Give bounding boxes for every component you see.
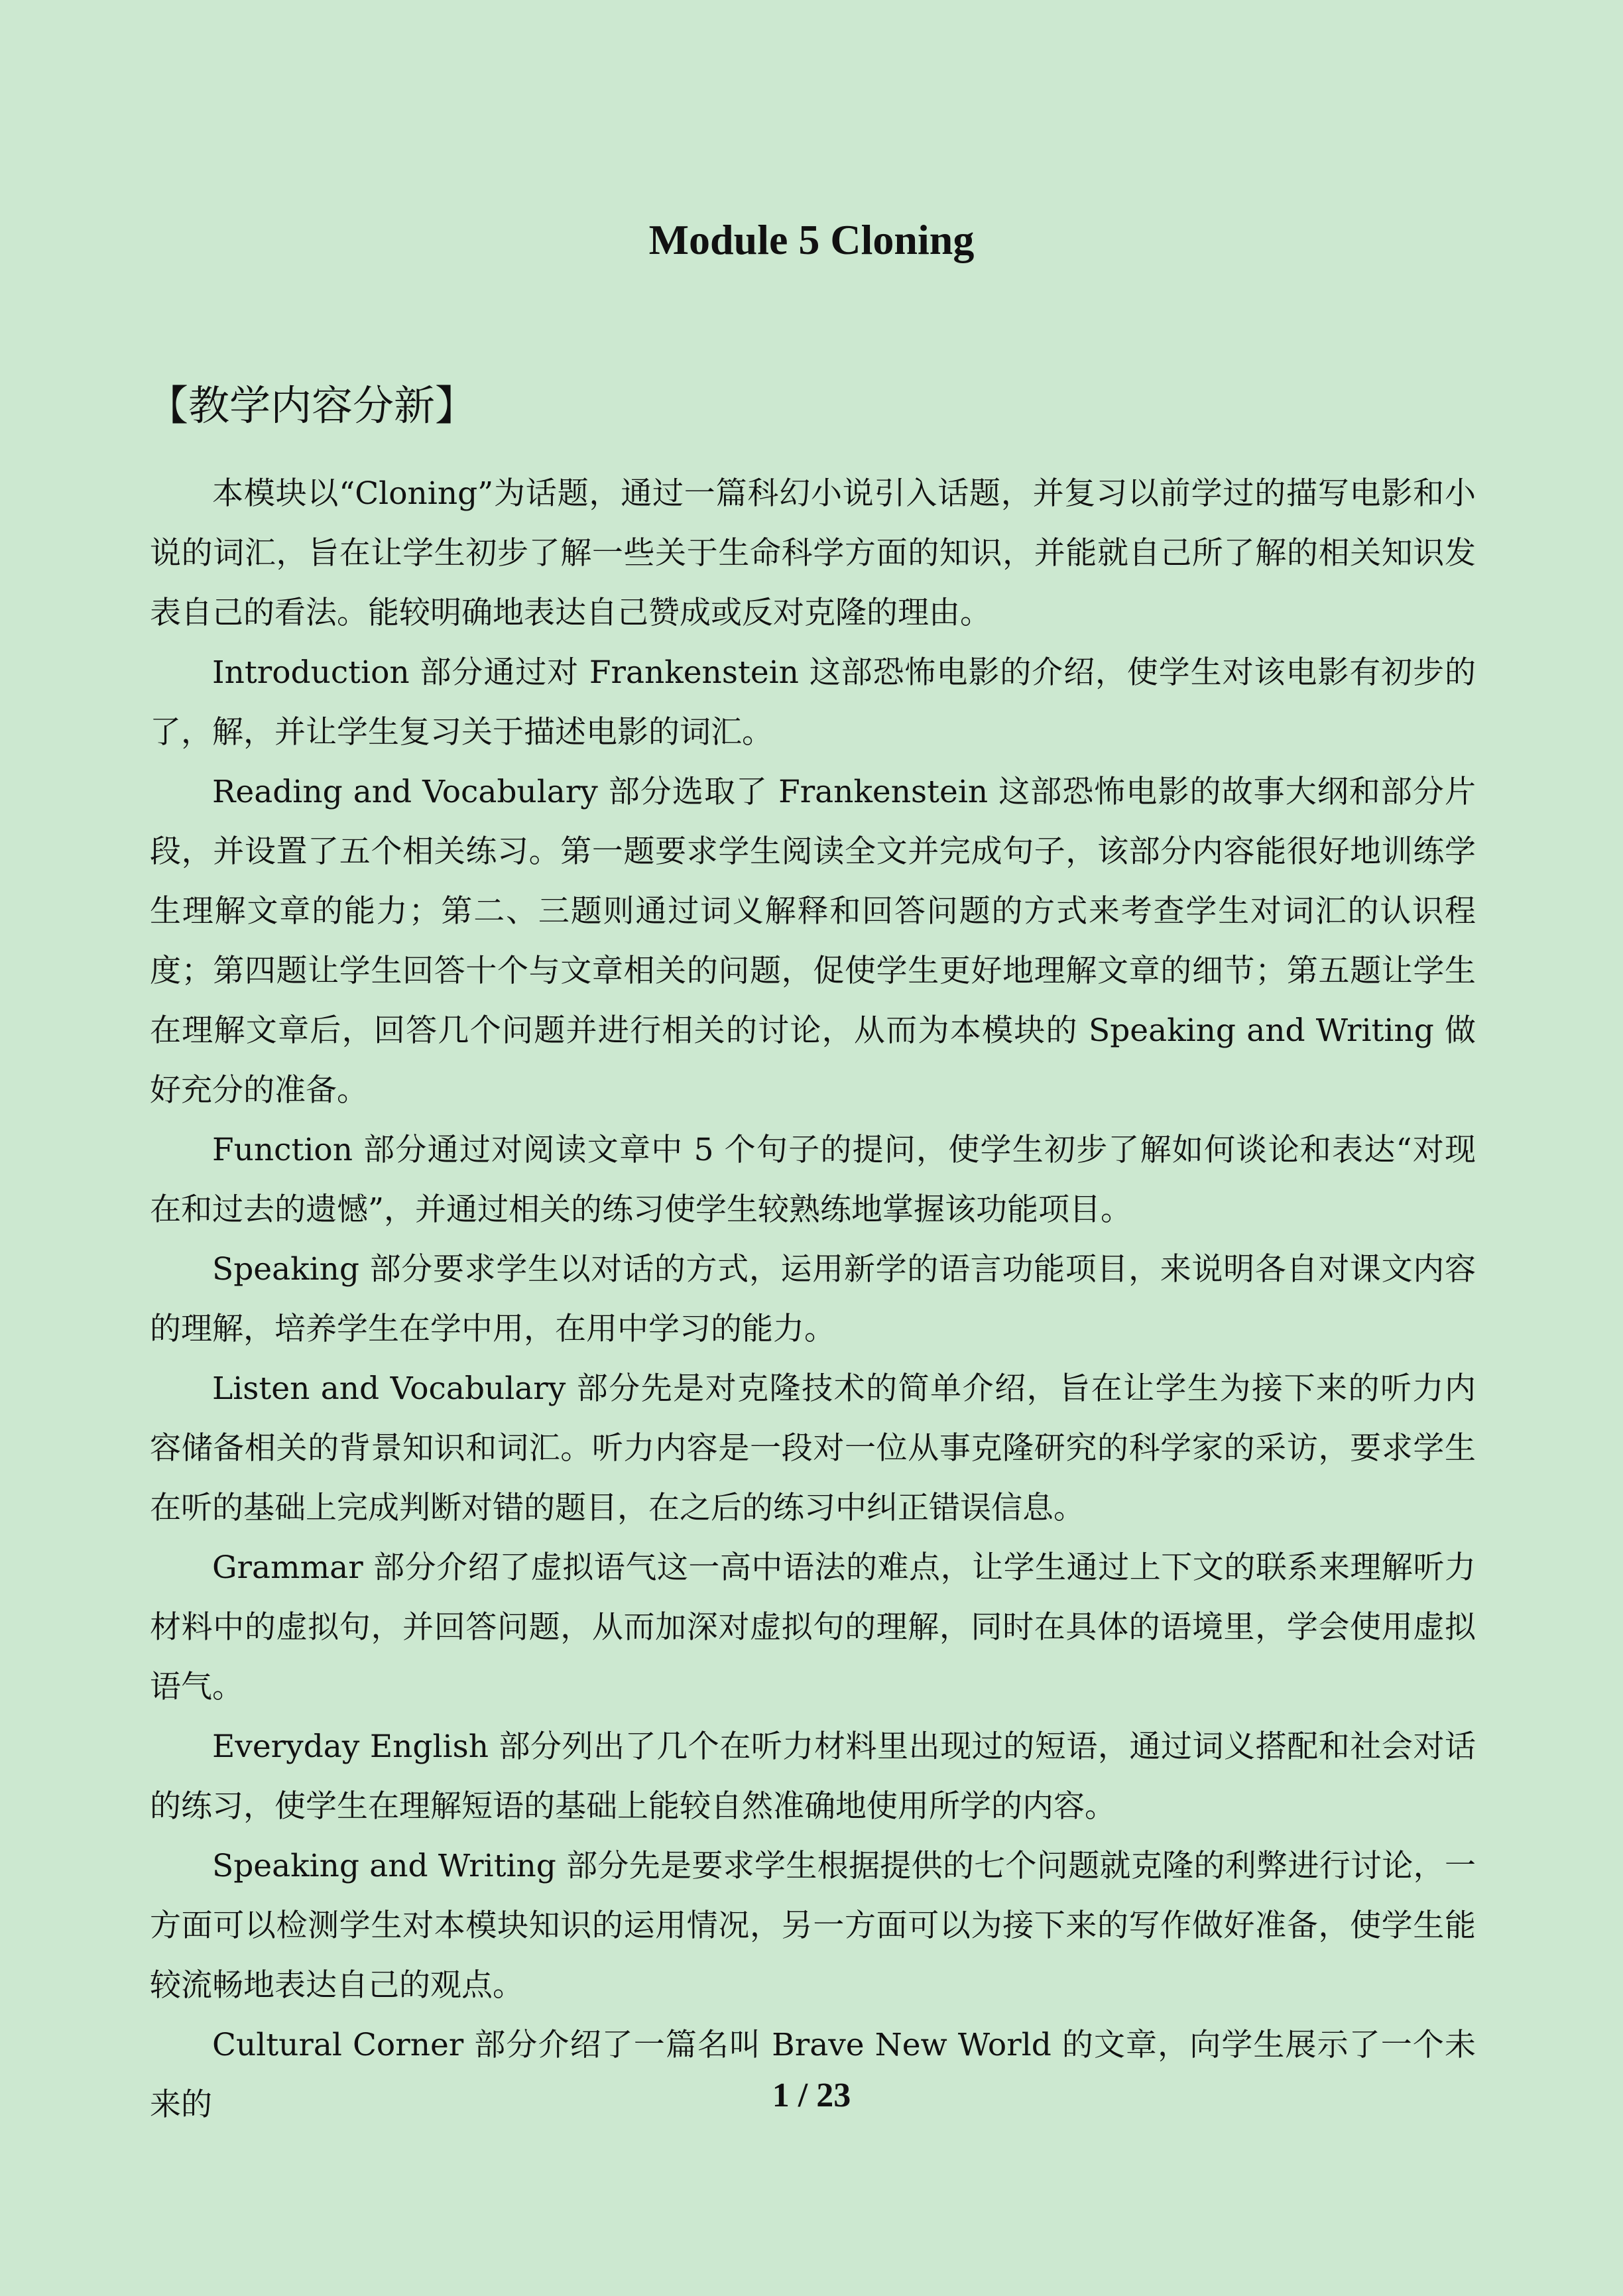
section-heading: 【教学内容分新】 bbox=[147, 381, 477, 430]
document-title: Module 5 Cloning bbox=[648, 216, 975, 263]
paragraph-grammar: Grammar 部分介绍了虚拟语气这一高中语法的难点，让学生通过上下文的联系来理解听力材料中的虚拟句，并回答问题，从而加深对虚拟句的理解，同时在具体的语境里，学会使用虚拟语气。 bbox=[150, 1549, 1476, 1705]
paragraph-cultural-corner: Cultural Corner 部分介绍了一篇名叫 Brave New World 的文章，向学生展示了一个未来的 bbox=[150, 2027, 1476, 2123]
paragraph-intro: 本模块以“Cloning”为话题，通过一篇科幻小说引入话题，并复习以前学过的描写电影和小说的词汇，旨在让学生初步了解一些关于生命科学方面的知识，并能就自己所了解的相关知识发表自己的看法。能较明确地表达自己赞成或反对克隆的理由。 bbox=[150, 475, 1476, 631]
paragraph-speaking: Speaking 部分要求学生以对话的方式，运用新学的语言功能项目，来说明各自对课文内容的理解，培养学生在学中用，在用中学习的能力。 bbox=[150, 1251, 1476, 1347]
paragraph-listening-vocabulary: Listen and Vocabulary 部分先是对克隆技术的简单介绍，旨在让学生为接下来的听力内容储备相关的背景知识和词汇。听力内容是一段对一位从事克隆研究的科学家的采访，要求学生在听的基础上完成判断对错的题目，在之后的练习中纠正错误信息。 bbox=[150, 1370, 1476, 1526]
page-number: 1 / 23 bbox=[772, 2077, 851, 2114]
paragraph-everyday-english: Everyday English 部分列出了几个在听力材料里出现过的短语，通过词义搭配和社会对话的练习，使学生在理解短语的基础上能较自然准确地使用所学的内容。 bbox=[150, 1728, 1476, 1825]
paragraph-reading-vocabulary: Reading and Vocabulary 部分选取了 Frankenstein 这部恐怖电影的故事大纲和部分片段，并设置了五个相关练习。第一题要求学生阅读全文并完成句子，该部分内容能很好地训练学生理解文章的能力；第二、三题则通过词义解释和回答问题的方式来考查学生对词汇的认识程度；第四题让学生回答十个与文章相关的问题，促使学生更好地理解文章的细节；第五题让学生在理解文章后，回答几个问题并进行相关的讨论，从而为本模块的 Speaking and Writing 做好充分的准备。 bbox=[150, 774, 1476, 1109]
paragraph-speaking-writing: Speaking and Writing 部分先是要求学生根据提供的七个问题就克隆的利弊进行讨论，一方面可以检测学生对本模块知识的运用情况，另一方面可以为接下来的写作做好准备，使学生能较流畅地表达自己的观点。 bbox=[150, 1848, 1476, 2004]
paragraph-introduction: Introduction 部分通过对 Frankenstein 这部恐怖电影的介绍，使学生对该电影有初步的了，解，并让学生复习关于描述电影的词汇。 bbox=[150, 654, 1476, 751]
paragraph-function: Function 部分通过对阅读文章中 5 个句子的提问，使学生初步了解如何谈论和表达“对现在和过去的遗憾”，并通过相关的练习使学生较熟练地掌握该功能项目。 bbox=[150, 1132, 1476, 1228]
document-body bbox=[150, 464, 1476, 2135]
